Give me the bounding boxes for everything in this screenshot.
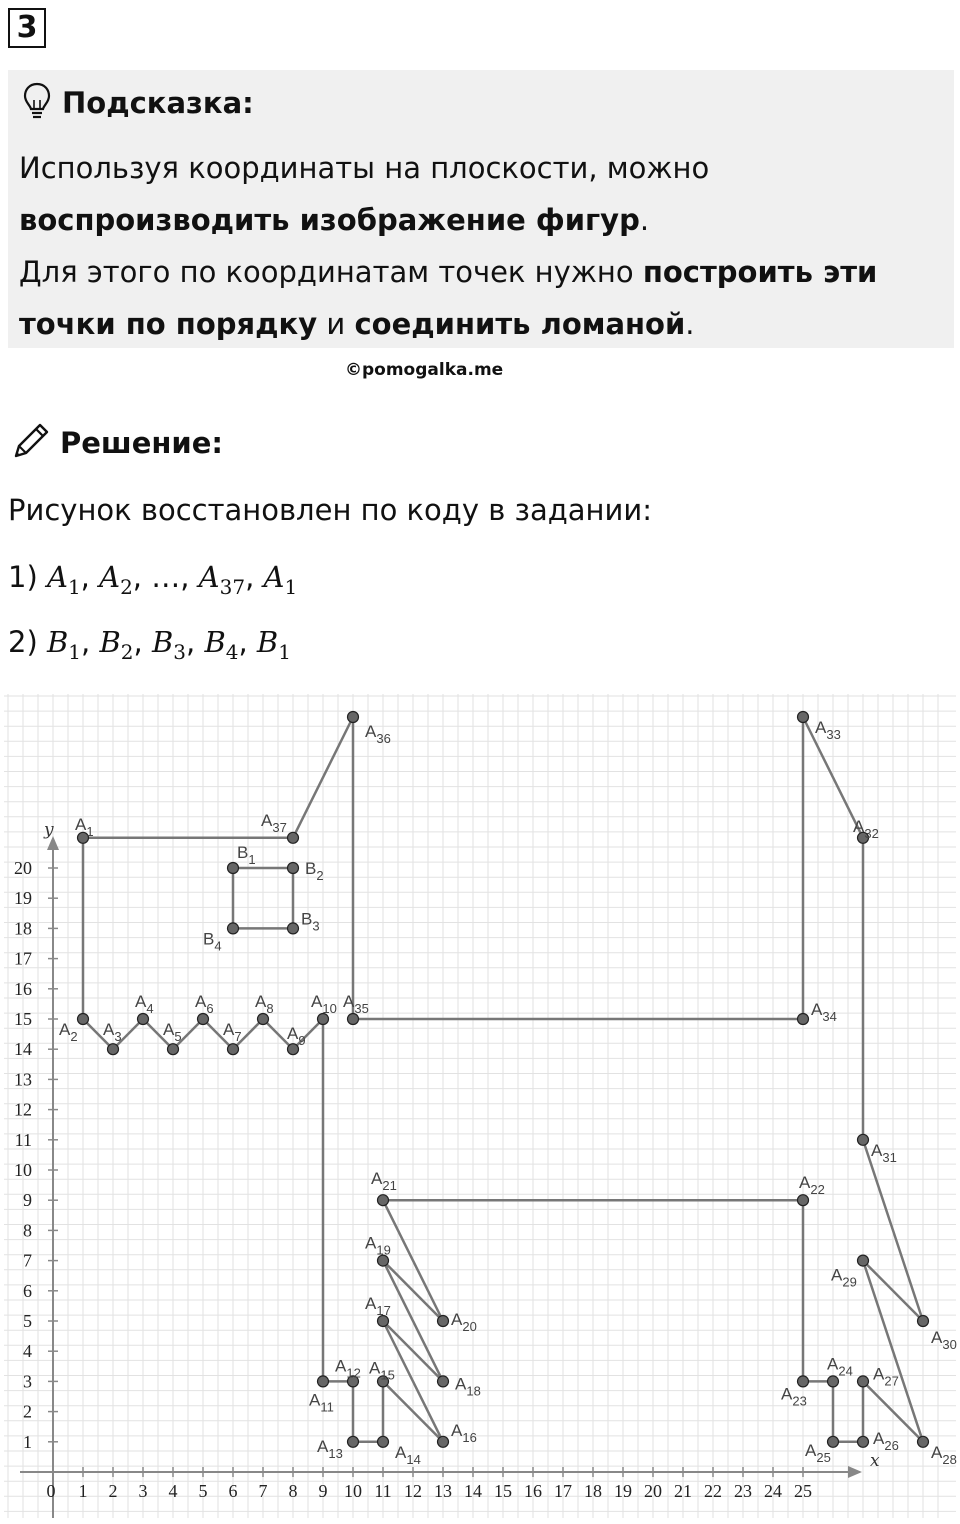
point-A31: [858, 1134, 869, 1145]
point-label-A24: $A_{24}$: [827, 1354, 853, 1379]
solution-item-1: 1) $A_1$, $A_2$, …, $A_{37}$, $A_1$: [8, 560, 298, 599]
point-A28: [918, 1436, 929, 1447]
sequence-point: $B_3$: [151, 625, 186, 664]
point-label-A16: $A_{16}$: [451, 1420, 477, 1445]
point-B4: [228, 923, 239, 934]
sequence-point: $B_1$: [256, 625, 291, 664]
point-label-A22: $A_{22}$: [799, 1173, 825, 1198]
sequence-point: $B_1$: [46, 625, 82, 664]
point-A33: [798, 712, 809, 723]
point-A34: [798, 1014, 809, 1025]
credit-text: ©pomogalka.me: [345, 360, 504, 380]
y-tick-label: 10: [14, 1160, 32, 1180]
sequence-point: …: [151, 560, 181, 594]
point-B2: [288, 863, 299, 874]
x-tick-label: 12: [404, 1481, 422, 1501]
x-tick-label: 16: [524, 1481, 542, 1501]
y-tick-label: 15: [14, 1009, 32, 1029]
y-tick-label: 6: [23, 1280, 32, 1301]
solution-intro: Рисунок восстановлен по коду в задании:: [8, 493, 652, 527]
x-tick-label: 20: [644, 1481, 662, 1501]
y-tick-label: 12: [14, 1099, 32, 1120]
coordinate-plot: [0, 690, 960, 1524]
y-tick-label: 3: [23, 1371, 32, 1392]
x-tick-label: 21: [674, 1481, 692, 1501]
hint-bold-1: воспроизводить изображение фигур: [19, 203, 640, 237]
point-label-B1: $B_1$: [237, 843, 256, 867]
x-tick-label: 1: [78, 1481, 88, 1501]
point-A21: [378, 1195, 389, 1206]
point-label-A26: $A_{26}$: [873, 1428, 899, 1453]
point-A14: [378, 1436, 389, 1447]
x-tick-label: 18: [584, 1481, 602, 1501]
y-tick-label: 5: [23, 1311, 32, 1331]
y-tick-label: 1: [23, 1431, 32, 1452]
point-A26: [858, 1436, 869, 1447]
x-tick-label: 25: [794, 1481, 812, 1501]
point-A24: [828, 1376, 839, 1387]
x-tick-label: 24: [764, 1481, 782, 1501]
point-A7: [228, 1044, 239, 1055]
point-label-A23: $A_{23}$: [781, 1384, 807, 1409]
sequence-point: $A_{37}$: [198, 560, 246, 599]
point-A9: [288, 1044, 299, 1055]
hint-bold-4: соединить ломаной: [354, 307, 686, 341]
point-label-A12: $A_{12}$: [335, 1356, 361, 1381]
item-number: 1): [8, 560, 47, 594]
y-axis-label: y: [44, 820, 54, 840]
solution-header: [10, 420, 223, 466]
point-label-A37: $A_{37}$: [261, 810, 287, 835]
hint-title: Подсказка:: [62, 86, 254, 120]
point-A13: [348, 1436, 359, 1447]
point-A22: [798, 1195, 809, 1206]
point-A3: [108, 1044, 119, 1055]
point-label-A6: $A_6$: [195, 992, 214, 1016]
y-tick-label: 9: [23, 1190, 32, 1211]
x-tick-label: 11: [374, 1481, 392, 1501]
point-label-A2: $A_2$: [59, 1020, 78, 1044]
y-tick-label: 20: [14, 858, 32, 878]
point-A11: [318, 1376, 329, 1387]
sequence-point: $B_4$: [204, 625, 239, 664]
x-axis-arrow: [848, 1466, 862, 1478]
point-A2: [78, 1014, 89, 1025]
hint-text-3: Для этого по координатам точек нужно: [19, 255, 643, 289]
x-axis-label: x: [870, 1451, 880, 1471]
x-tick-label: 0: [46, 1481, 56, 1501]
sequence-point: $A_1$: [263, 560, 298, 599]
x-tick-label: 6: [228, 1481, 238, 1501]
solution-title: Решение:: [60, 426, 224, 460]
point-label-A1: $A_1$: [75, 814, 94, 839]
point-label-A5: $A_5$: [163, 1020, 182, 1045]
x-tick-label: 9: [318, 1481, 328, 1501]
sequence-point: $B_2$: [99, 625, 134, 664]
sequence-point: $A_2$: [99, 560, 133, 599]
point-A16: [438, 1436, 449, 1447]
lightbulb-icon: [22, 82, 52, 124]
point-label-A9: $A_9$: [287, 1024, 306, 1049]
y-tick-label: 18: [14, 918, 32, 939]
point-label-A35: $A_{35}$: [343, 992, 369, 1016]
point-label-A8: $A_8$: [255, 992, 274, 1016]
point-label-A19: $A_{19}$: [365, 1233, 391, 1258]
hint-bold-3: точки по порядку: [19, 307, 318, 341]
point-A37: [288, 832, 299, 843]
y-tick-label: 8: [23, 1220, 32, 1241]
hint-line-2: [19, 194, 949, 246]
point-label-A15: $A_{15}$: [369, 1358, 395, 1383]
x-tick-label: 8: [288, 1481, 298, 1501]
hint-punct: .: [639, 203, 650, 237]
point-label-A29: $A_{29}$: [831, 1265, 857, 1290]
x-tick-label: 7: [258, 1481, 268, 1501]
point-label-A31: $A_{31}$: [871, 1140, 897, 1165]
point-label-A20: $A_{20}$: [451, 1310, 477, 1334]
point-A18: [438, 1376, 449, 1387]
point-label-A10: $A_{10}$: [311, 992, 337, 1016]
y-tick-label: 7: [23, 1250, 32, 1271]
point-label-A7: $A_7$: [223, 1020, 242, 1045]
point-label-A17: $A_{17}$: [365, 1294, 391, 1318]
hint-header: [22, 82, 254, 124]
point-label-A32: $A_{32}$: [853, 816, 879, 841]
point-label-A36: $A_{36}$: [365, 722, 391, 746]
hint-punct-2: .: [685, 307, 695, 341]
y-tick-label: 14: [14, 1039, 32, 1060]
point-A27: [858, 1376, 869, 1387]
hint-box: [8, 70, 954, 348]
point-B3: [288, 923, 299, 934]
point-A30: [918, 1316, 929, 1327]
point-label-B4: $B_4$: [203, 929, 222, 954]
point-A23: [798, 1376, 809, 1387]
x-tick-label: 4: [168, 1481, 178, 1501]
x-tick-label: 22: [704, 1481, 722, 1501]
point-A5: [168, 1044, 179, 1055]
y-tick-label: 13: [14, 1069, 32, 1090]
x-tick-label: 19: [614, 1481, 632, 1501]
task-number: 3: [8, 8, 46, 48]
x-tick-label: 15: [494, 1481, 512, 1501]
y-tick-label: 17: [14, 948, 32, 969]
hint-line-4: [19, 298, 949, 350]
point-label-A21: $A_{21}$: [371, 1169, 397, 1194]
point-label-A4: $A_4$: [135, 992, 154, 1016]
x-tick-label: 3: [138, 1481, 148, 1501]
point-label-A27: $A_{27}$: [873, 1364, 899, 1389]
y-tick-label: 4: [23, 1341, 32, 1362]
hint-bold-2: построить эти: [642, 255, 878, 289]
x-tick-label: 2: [108, 1481, 118, 1501]
hint-line-1: Используя координаты на плоскости, можно: [19, 151, 710, 185]
hint-text-4: и: [317, 307, 355, 341]
point-A36: [348, 712, 359, 723]
point-label-A30: $A_{30}$: [931, 1328, 957, 1352]
x-tick-label: 13: [434, 1481, 452, 1501]
x-tick-label: 23: [734, 1481, 752, 1501]
sequence-point: $A_1$: [46, 560, 81, 599]
item-number: 2): [8, 625, 47, 659]
point-A20: [438, 1316, 449, 1327]
point-label-A11: $A_{11}$: [309, 1390, 334, 1415]
point-label-A14: $A_{14}$: [395, 1442, 421, 1467]
point-label-A28: $A_{28}$: [931, 1442, 957, 1467]
point-B1: [228, 863, 239, 874]
x-tick-label: 10: [344, 1481, 362, 1501]
hint-line-3: [19, 246, 949, 298]
y-tick-label: 19: [14, 888, 32, 909]
point-A25: [828, 1436, 839, 1447]
pencil-icon: [10, 420, 52, 466]
point-label-A34: $A_{34}$: [811, 1000, 837, 1024]
x-tick-label: 17: [554, 1481, 572, 1501]
x-tick-label: 14: [464, 1481, 482, 1501]
point-label-B3: $B_3$: [301, 909, 320, 934]
point-label-A13: $A_{13}$: [317, 1436, 343, 1461]
point-A29: [858, 1255, 869, 1266]
point-label-A3: $A_3$: [103, 1020, 122, 1045]
y-tick-label: 11: [14, 1129, 32, 1150]
point-label-A25: $A_{25}$: [805, 1440, 831, 1465]
y-tick-label: 2: [23, 1401, 32, 1422]
point-label-A18: $A_{18}$: [455, 1374, 481, 1399]
y-tick-label: 16: [14, 978, 32, 999]
point-label-B2: $B_2$: [305, 859, 324, 883]
hint-text: [19, 142, 949, 350]
point-label-A33: $A_{33}$: [815, 718, 841, 742]
solution-item-2: 2) $B_1$, $B_2$, $B_3$, $B_4$, $B_1$: [8, 625, 291, 664]
x-tick-label: 5: [198, 1481, 208, 1501]
